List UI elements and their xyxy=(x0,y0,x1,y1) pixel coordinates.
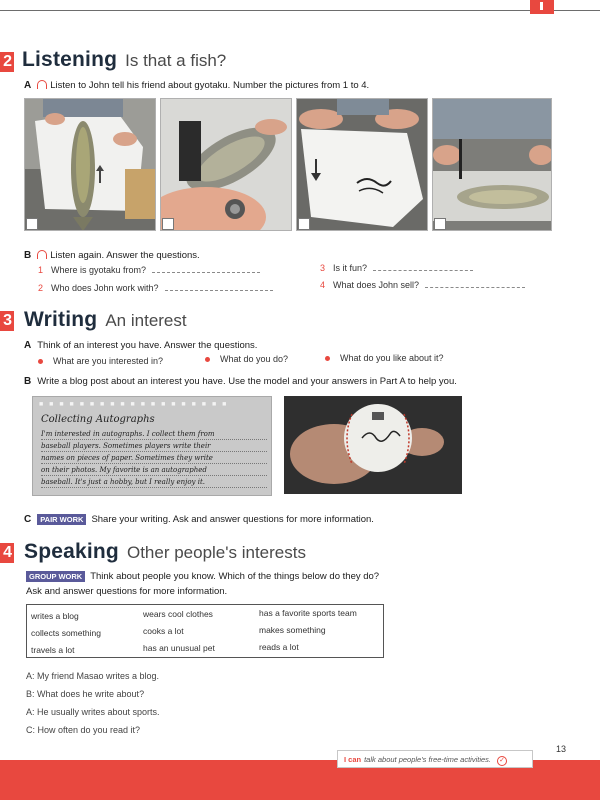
unit-tab-mark xyxy=(540,2,543,10)
note-line: I'm interested in autographs. I collect them from xyxy=(41,429,267,440)
section-subtitle: Other people's interests xyxy=(126,543,306,562)
bullet-icon xyxy=(38,359,43,364)
checkmark-icon[interactable]: ✓ xyxy=(497,756,507,766)
instruction-text: Listen to John tell his friend about gyotaku. Number the pictures from 1 to 4. xyxy=(50,80,370,91)
section-number-writing: 3 xyxy=(0,311,14,331)
number-box-1[interactable] xyxy=(26,218,38,230)
gyotaku-photo-1 xyxy=(24,98,156,231)
table-cell: makes something xyxy=(259,625,326,635)
answer-blank[interactable] xyxy=(425,280,525,288)
instruction-text: Think about people you know. Which of the things below do they do? xyxy=(90,571,380,583)
pair-work-badge: PAIR WORK xyxy=(37,514,86,525)
number-box-4[interactable] xyxy=(434,218,446,230)
section-number-listening: 2 xyxy=(0,52,14,72)
question-text: Who does John work with? xyxy=(51,283,159,293)
answer-blank[interactable] xyxy=(165,283,273,291)
dialogue-line: B: What does he write about? xyxy=(26,689,145,699)
number-box-2[interactable] xyxy=(162,218,174,230)
bullet-question-3 xyxy=(325,353,444,363)
part-letter: B xyxy=(24,376,32,387)
table-cell: collects something xyxy=(31,628,101,638)
question-text: What does John sell? xyxy=(333,280,420,290)
headphones-icon xyxy=(37,250,47,259)
top-rule xyxy=(0,10,600,11)
table-cell: has a favorite sports team xyxy=(259,608,357,618)
section-title: Writing xyxy=(24,308,98,331)
bullet-text: What are you interested in? xyxy=(53,356,164,366)
bullet-icon xyxy=(205,357,210,362)
dialogue-line: C: How often do you read it? xyxy=(26,725,141,735)
dialogue-line: A: He usually writes about sports. xyxy=(26,707,160,717)
question-text: Where is gyotaku from? xyxy=(51,265,147,275)
instruction-b-listening xyxy=(24,249,200,261)
dialogue-line: A: My friend Masao writes a blog. xyxy=(26,671,160,681)
question-number: 3 xyxy=(320,263,326,273)
fish-print-result-illustration xyxy=(433,99,552,231)
note-title: Collecting Autographs xyxy=(41,414,155,425)
part-letter: A xyxy=(24,80,32,91)
can-do-statement xyxy=(337,750,533,768)
question-number: 1 xyxy=(38,265,44,275)
instruction-a-writing xyxy=(24,340,257,351)
part-letter: A xyxy=(24,340,32,351)
table-cell: cooks a lot xyxy=(143,626,184,636)
print-paper-illustration xyxy=(297,99,428,231)
group-work-badge: GROUP WORK xyxy=(26,571,85,582)
question-4 xyxy=(320,280,525,290)
table-cell: wears cool clothes xyxy=(143,609,213,619)
section-title: Speaking xyxy=(24,540,119,563)
part-letter: B xyxy=(24,250,32,261)
instruction-text: Listen again. Answer the questions. xyxy=(50,250,200,261)
gyotaku-photo-4 xyxy=(432,98,552,231)
can-label: I can xyxy=(344,755,362,764)
instruction-text: Share your writing. Ask and answer questions for more information. xyxy=(91,514,374,526)
question-number: 4 xyxy=(320,280,326,290)
question-3 xyxy=(320,263,473,273)
activities-table xyxy=(26,604,384,658)
instruction-speaking-1 xyxy=(26,571,379,582)
table-cell: reads a lot xyxy=(259,642,299,652)
instruction-c-writing xyxy=(24,514,374,525)
section-heading-writing xyxy=(24,308,187,332)
table-cell: writes a blog xyxy=(31,611,79,621)
bullet-question-2 xyxy=(205,354,288,364)
note-line: baseball players. Sometimes players write their xyxy=(41,441,267,452)
gyotaku-photo-3 xyxy=(296,98,428,231)
table-cell: has an unusual pet xyxy=(143,643,215,653)
fish-ink-illustration xyxy=(161,99,292,231)
bullet-text: What do you do? xyxy=(220,354,289,364)
bullet-question-1 xyxy=(38,356,163,366)
section-subtitle: Is that a fish? xyxy=(125,51,227,70)
section-title: Listening xyxy=(22,48,118,71)
headphones-icon xyxy=(37,80,47,89)
page-number: 13 xyxy=(556,744,567,754)
note-line: names on pieces of paper. Sometimes they write xyxy=(41,453,267,464)
baseball-in-hand-illustration xyxy=(284,396,462,494)
question-text: Is it fun? xyxy=(333,263,368,273)
question-1 xyxy=(38,265,260,275)
instruction-text: Think of an interest you have. Answer the questions. xyxy=(37,340,258,351)
answer-blank[interactable] xyxy=(152,265,260,273)
section-heading-speaking xyxy=(24,540,306,564)
fish-on-paper-illustration xyxy=(25,99,156,231)
part-letter: C xyxy=(24,514,32,526)
answer-blank[interactable] xyxy=(373,263,473,271)
number-box-3[interactable] xyxy=(298,218,310,230)
question-number: 2 xyxy=(38,283,44,293)
question-2 xyxy=(38,283,273,293)
section-heading-listening xyxy=(22,48,226,72)
notebook-perforation: ■ ■ ■ ■ ■ ■ ■ ■ ■ ■ ■ ■ ■ ■ ■ ■ ■ ■ ■ xyxy=(39,401,229,408)
instruction-a-listening xyxy=(24,79,369,91)
note-line: on their photos. My favorite is an autographed xyxy=(41,465,267,476)
section-number-speaking: 4 xyxy=(0,543,14,563)
note-line: baseball. It's just a hobby, but I really enjoy it. xyxy=(41,477,267,488)
gyotaku-photo-2 xyxy=(160,98,292,231)
table-cell: travels a lot xyxy=(31,645,75,655)
section-subtitle: An interest xyxy=(105,311,187,330)
bullet-text: What do you like about it? xyxy=(340,353,444,363)
can-text: talk about people's free-time activities. xyxy=(364,755,492,764)
autographed-baseball-photo xyxy=(284,396,462,494)
instruction-speaking-2: Ask and answer questions for more information. xyxy=(26,586,228,597)
bullet-icon xyxy=(325,356,330,361)
instruction-b-writing xyxy=(24,376,457,387)
instruction-text: Write a blog post about an interest you have. Use the model and your answers in Part A to help you. xyxy=(37,376,457,387)
blog-model-note xyxy=(32,396,272,496)
